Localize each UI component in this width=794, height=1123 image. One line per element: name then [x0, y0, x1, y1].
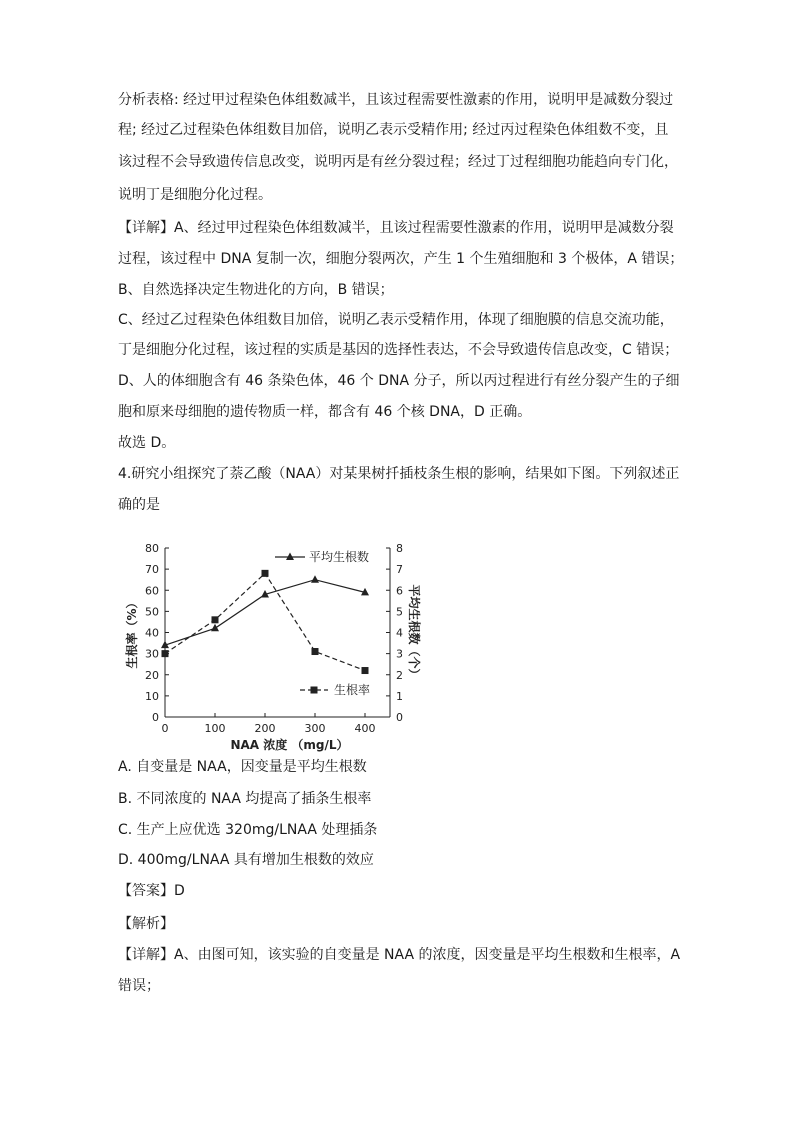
- x-tick-label: 300: [304, 722, 326, 735]
- y-left-tick-label: 60: [145, 584, 159, 598]
- square-point: [162, 650, 169, 657]
- paragraph-line: 程; 经过乙过程染色体组数目加倍，说明乙表示受精作用; 经过丙过程染色体组数不变，且: [118, 122, 669, 138]
- y-left-tick-label: 0: [152, 711, 159, 724]
- answer-line: 【答案】D: [118, 883, 185, 899]
- paragraph-line: C、经过乙过程染色体组数目加倍，说明乙表示受精作用，体现了细胞膜的信息交流功能，: [118, 312, 674, 328]
- x-tick-label: 400: [354, 722, 376, 735]
- x-tick-label: 100: [204, 722, 226, 735]
- square-point: [362, 667, 369, 674]
- legend-label-1: 平均生根数: [309, 550, 370, 564]
- y-right-tick-label: 6: [396, 584, 403, 598]
- y-right-tick-label: 7: [396, 563, 403, 577]
- paragraph-line: 4.研究小组探究了萘乙酸（NAA）对某果树扦插枝条生根的影响，结果如下图。下列叙述正: [118, 466, 680, 482]
- paragraph-line: 该过程不会导致遗传信息改变，说明丙是有丝分裂过程；经过丁过程细胞功能趋向专门化，: [118, 154, 678, 170]
- option-d: D. 400mg/LNAA 具有增加生根数的效应: [118, 852, 374, 868]
- detail-line: 错误；: [118, 978, 160, 994]
- paragraph-line: 丁是细胞分化过程，该过程的实质是基因的选择性表达，不会导致遗传信息改变，C 错误；: [118, 342, 679, 358]
- y-right-tick-label: 8: [396, 542, 403, 555]
- legend-marker-1: [286, 553, 294, 561]
- y-right-tick-label: 3: [396, 647, 403, 661]
- y-left-tick-label: 40: [145, 626, 159, 640]
- y-left-tick-label: 30: [145, 647, 159, 661]
- paragraph-line: 说明丁是细胞分化过程。: [118, 187, 272, 203]
- x-tick-label: 200: [254, 722, 276, 735]
- paragraph-line: 故选 D。: [118, 435, 176, 451]
- series-line-1: [165, 573, 365, 670]
- paragraph-line: 分析表格: 经过甲过程染色体组数减半，且该过程需要性激素的作用，说明甲是减数分裂过: [118, 92, 674, 108]
- y-right-tick-label: 4: [396, 626, 403, 640]
- legend-label-2: 生根率: [334, 683, 371, 697]
- series-line-0: [165, 580, 365, 645]
- y-left-tick-label: 70: [145, 563, 159, 577]
- y-left-tick-label: 20: [145, 668, 159, 682]
- y-right-axis-label: 平均生根数（个）: [407, 584, 421, 681]
- square-point: [212, 616, 219, 623]
- naa-chart: [118, 533, 421, 753]
- y-right-tick-label: 0: [396, 711, 403, 724]
- y-right-tick-label: 1: [396, 689, 403, 703]
- detail-line: 【详解】A、由图可知，该实验的自变量是 NAA 的浓度，因变量是平均生根数和生根率，A: [118, 947, 681, 963]
- paragraph-line: B、自然选择决定生物进化的方向，B 错误；: [118, 282, 394, 298]
- analysis-heading: 【解析】: [118, 916, 174, 932]
- triangle-point: [211, 624, 219, 632]
- triangle-point: [311, 575, 319, 583]
- paragraph-line: 确的是: [118, 497, 160, 513]
- paragraph-line: 过程，该过程中 DNA 复制一次，细胞分裂两次，产生 1 个生殖细胞和 3 个极体，A 错误；: [118, 251, 684, 267]
- paragraph-line: D、人的体细胞含有 46 条染色体，46 个 DNA 分子，所以丙过程进行有丝分裂产生的子细: [118, 373, 680, 389]
- x-axis-label: NAA 浓度 （mg/L）: [230, 738, 349, 752]
- option-b: B. 不同浓度的 NAA 均提高了插条生根率: [118, 791, 372, 807]
- paragraph-line: 【详解】A、经过甲过程染色体组数减半，且该过程需要性激素的作用，说明甲是减数分裂: [118, 220, 674, 236]
- option-a: A. 自变量是 NAA，因变量是平均生根数: [118, 759, 367, 775]
- x-tick-label: 0: [161, 722, 169, 735]
- y-left-tick-label: 10: [145, 689, 159, 703]
- square-point: [312, 648, 319, 655]
- y-right-tick-label: 5: [396, 605, 403, 619]
- legend-marker-2: [311, 687, 318, 694]
- option-c: C. 生产上应优选 320mg/LNAA 处理插条: [118, 822, 378, 838]
- paragraph-line: 胞和原来母细胞的遗传物质一样，都含有 46 个核 DNA，D 正确。: [118, 404, 532, 420]
- square-point: [262, 570, 269, 577]
- y-left-tick-label: 50: [145, 605, 159, 619]
- y-left-tick-label: 80: [145, 542, 159, 555]
- y-left-axis-label: 生根率（%）: [125, 596, 139, 669]
- y-right-tick-label: 2: [396, 668, 403, 682]
